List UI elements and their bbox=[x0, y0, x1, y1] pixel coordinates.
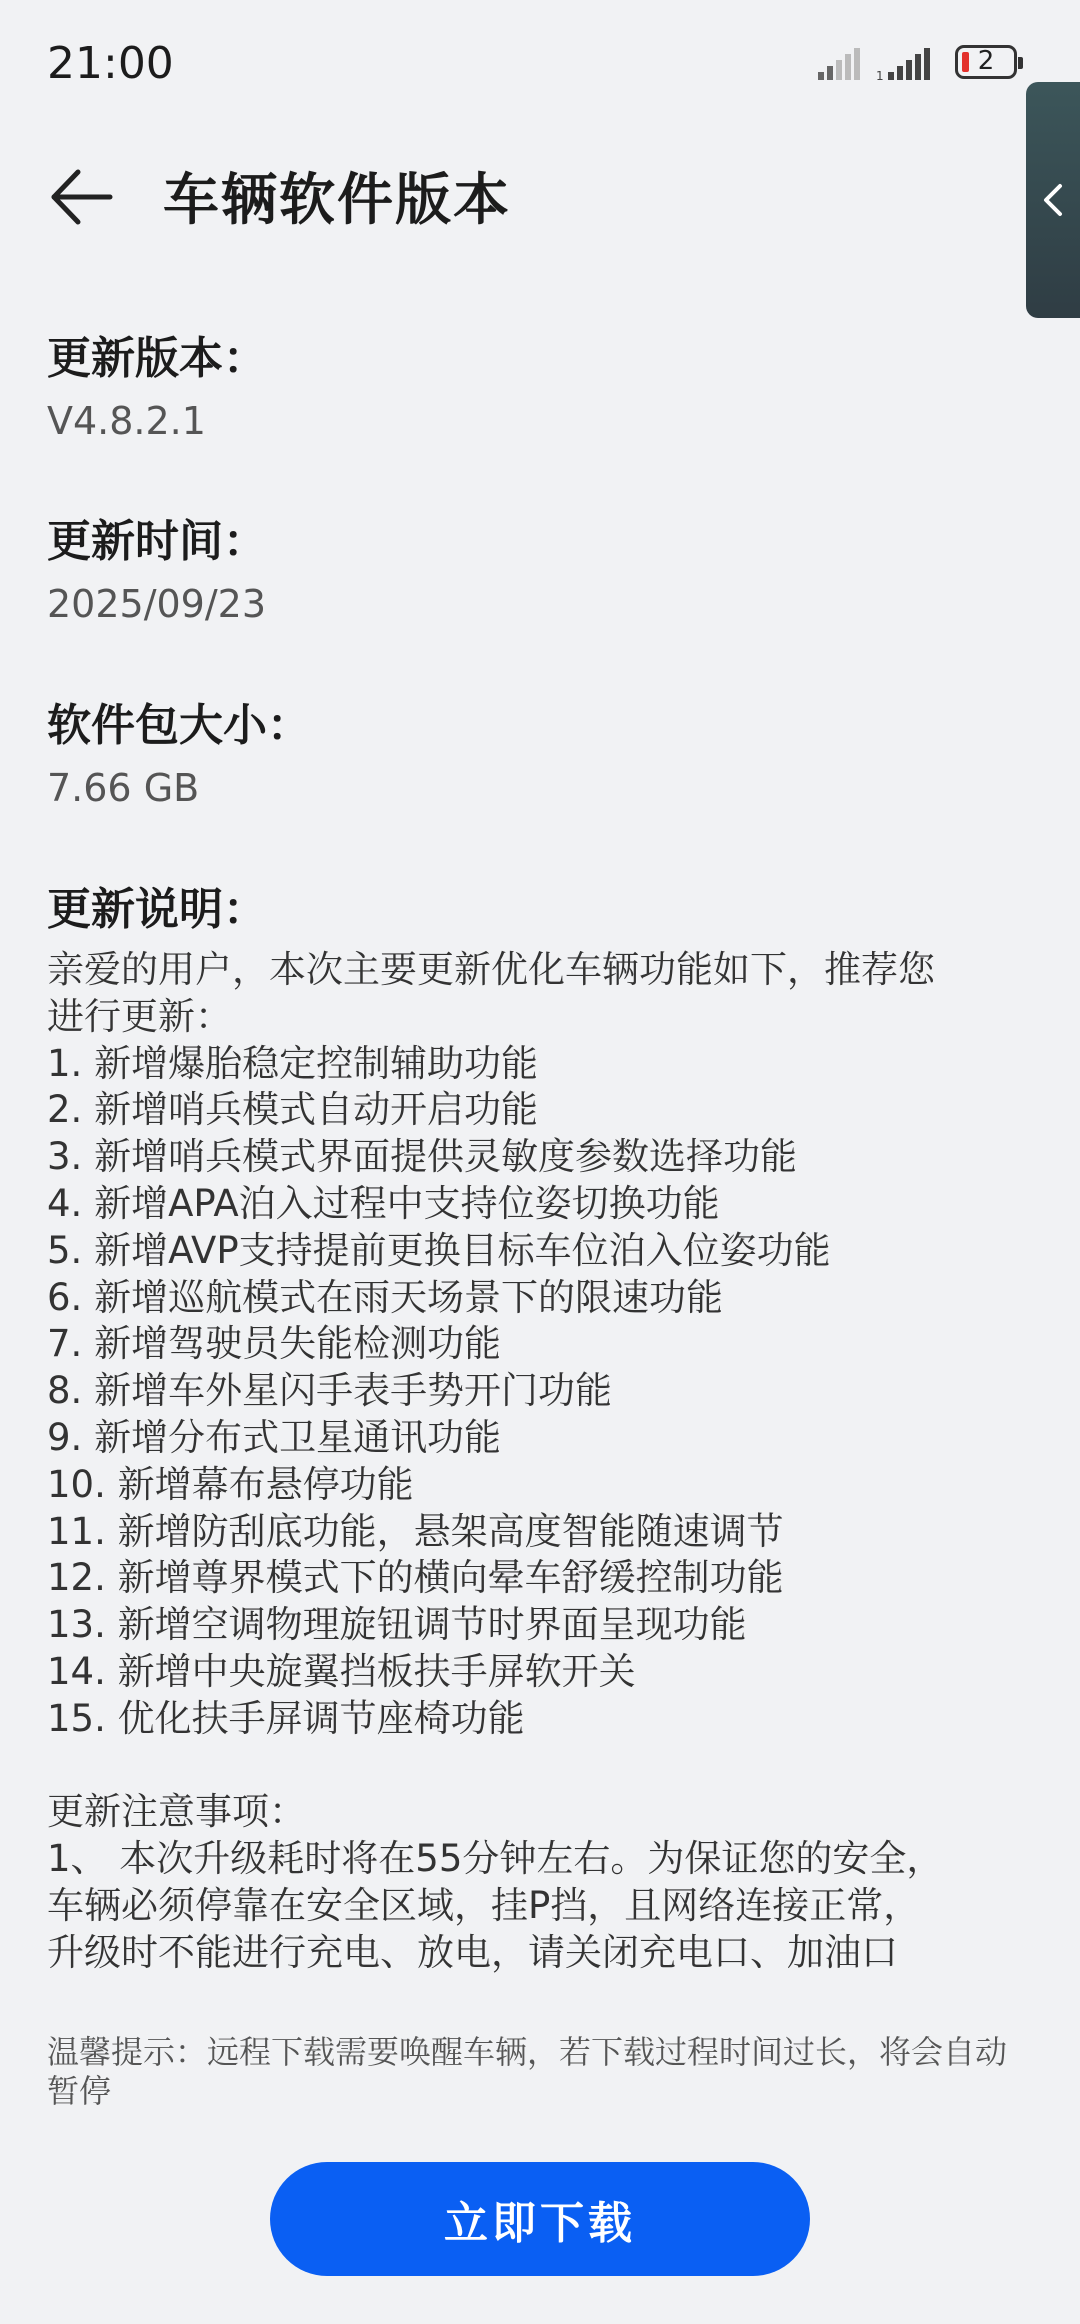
note-line: 11. 新增防刮底功能，悬架高度智能随速调节 bbox=[47, 1509, 784, 1553]
note-line: 9. 新增分布式卫星通讯功能 bbox=[47, 1415, 502, 1459]
note-line: 13. 新增空调物理旋钮调节时界面呈现功能 bbox=[47, 1603, 747, 1647]
version-label: 更新版本： bbox=[47, 333, 267, 384]
note-line: 2. 新增哨兵模式自动开启功能 bbox=[47, 1088, 539, 1132]
note-line: 1. 新增爆胎稳定控制辅助功能 bbox=[47, 1041, 539, 1085]
battery-icon bbox=[955, 45, 1017, 79]
signal-2-icon bbox=[876, 46, 940, 82]
description-section bbox=[47, 881, 1037, 1977]
note-line: 更新注意事项： bbox=[47, 1790, 306, 1834]
header bbox=[0, 140, 1080, 250]
note-line: 6. 新增巡航模式在雨天场景下的限速功能 bbox=[47, 1275, 724, 1319]
note-line: 3. 新增哨兵模式界面提供灵敏度参数选择功能 bbox=[47, 1135, 798, 1179]
download-now-button[interactable]: 立即下载 bbox=[270, 2162, 810, 2276]
note-line: 1、 本次升级耗时将在55分钟左右。为保证您的安全， bbox=[47, 1837, 944, 1881]
page-title: 车辆软件版本 bbox=[163, 168, 511, 233]
note-line: 14. 新增中央旋翼挡板扶手屏软开关 bbox=[47, 1649, 636, 1693]
note-line: 升级时不能进行充电、放电，请关闭充电口、加油口 bbox=[47, 1930, 898, 1974]
note-line: 4. 新增APA泊入过程中支持位姿切换功能 bbox=[47, 1181, 720, 1225]
note-line: 5. 新增AVP支持提前更换目标车位泊入位姿功能 bbox=[47, 1228, 831, 1272]
update-time-value: 2025/09/23 bbox=[47, 582, 267, 626]
version-value: V4.8.2.1 bbox=[47, 399, 206, 443]
update-time-label: 更新时间： bbox=[47, 516, 267, 567]
status-bar bbox=[0, 0, 1080, 130]
package-size-section bbox=[47, 697, 1037, 816]
description-label: 更新说明： bbox=[47, 884, 267, 935]
package-size-label: 软件包大小： bbox=[47, 700, 311, 751]
note-line: 12. 新增尊界模式下的横向晕车舒缓控制功能 bbox=[47, 1556, 784, 1600]
signal-1-icon bbox=[816, 46, 862, 82]
update-time-section bbox=[47, 513, 1037, 632]
note-line: 10. 新增幕布悬停功能 bbox=[47, 1462, 414, 1506]
back-arrow-icon[interactable] bbox=[46, 162, 116, 232]
description-notes bbox=[47, 947, 1037, 1977]
note-line: 8. 新增车外星闪手表手势开门功能 bbox=[47, 1369, 613, 1413]
note-line: 15. 优化扶手屏调节座椅功能 bbox=[47, 1696, 525, 1740]
note-line: 车辆必须停靠在安全区域，挂P挡，且网络连接正常， bbox=[47, 1883, 921, 1927]
svg-text:1: 1 bbox=[876, 69, 884, 82]
note-line: 7. 新增驾驶员失能检测功能 bbox=[47, 1322, 502, 1366]
version-section bbox=[47, 330, 1037, 449]
package-size-value: 7.66 GB bbox=[47, 766, 200, 810]
note-spacer bbox=[47, 1743, 1037, 1790]
status-time: 21:00 bbox=[47, 38, 174, 89]
battery-level: 2 bbox=[977, 46, 995, 76]
note-line: 亲爱的用户，本次主要更新优化车辆功能如下，推荐您 bbox=[47, 948, 935, 991]
note-line: 进行更新： bbox=[47, 994, 232, 1038]
download-tip: 温馨提示：远程下载需要唤醒车辆，若下载过程时间过长，将会自动暂停 bbox=[47, 2033, 1008, 2110]
